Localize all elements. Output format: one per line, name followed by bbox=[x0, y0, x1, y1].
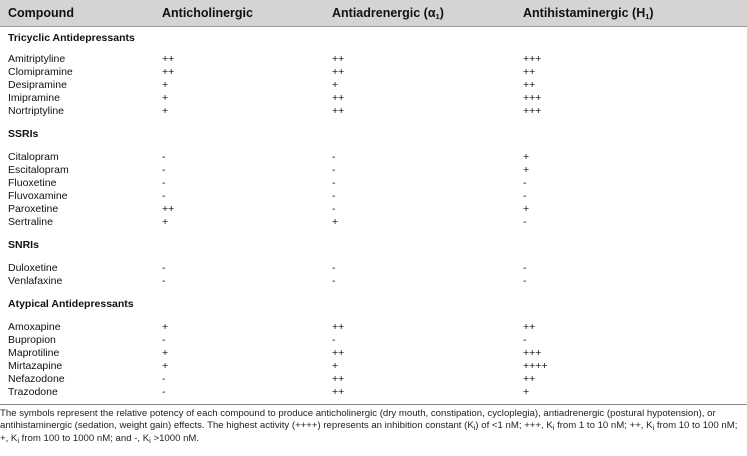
cell-antihistaminergic: - bbox=[523, 216, 527, 228]
cell-anticholinergic: + bbox=[162, 360, 169, 372]
cell-compound: Desipramine bbox=[8, 79, 67, 91]
cell-antihistaminergic: - bbox=[523, 262, 527, 274]
cell-antihistaminergic: + bbox=[523, 164, 530, 176]
cell-anticholinergic: - bbox=[162, 151, 166, 163]
cell-compound: Maprotiline bbox=[8, 347, 60, 359]
cell-anticholinergic: ++ bbox=[162, 53, 175, 65]
section-title: Atypical Antidepressants bbox=[8, 298, 134, 310]
cell-compound: Fluvoxamine bbox=[8, 190, 68, 202]
cell-antiadrenergic: + bbox=[332, 360, 339, 372]
cell-anticholinergic: - bbox=[162, 190, 166, 202]
cell-compound: Trazodone bbox=[8, 386, 58, 398]
table-footnote: The symbols represent the relative potency of each compound to produce anticholinergic (dry mouth, constipation, cycloplegia), antiadrenergic (postural hypotension), or antihistaminergic (sedation, weight gain) effects. The highest activity (++++) represents an inhibition constant $(K_i)$ of <1 nM; +++, $K_i$ from 1 to 10 nM; ++, $K_i$ from 10 to 100 nM; +, $K_i$ from 100 to 1000 nM; and -, $K_i >1000$ nM. bbox=[0, 408, 738, 445]
cell-anticholinergic: - bbox=[162, 262, 166, 274]
cell-anticholinergic: - bbox=[162, 334, 166, 346]
cell-antiadrenergic: ++ bbox=[332, 321, 345, 333]
cell-antiadrenergic: + bbox=[332, 79, 339, 91]
cell-antiadrenergic: ++ bbox=[332, 105, 345, 117]
cell-compound: Nefazodone bbox=[8, 373, 65, 385]
cell-anticholinergic: + bbox=[162, 321, 169, 333]
cell-antiadrenergic: - bbox=[332, 262, 336, 274]
cell-antihistaminergic: + bbox=[523, 386, 530, 398]
cell-compound: Bupropion bbox=[8, 334, 56, 346]
cell-anticholinergic: - bbox=[162, 373, 166, 385]
cell-antiadrenergic: + bbox=[332, 216, 339, 228]
cell-compound: Imipramine bbox=[8, 92, 60, 104]
cell-antiadrenergic: - bbox=[332, 275, 336, 287]
cell-compound: Nortriptyline bbox=[8, 105, 65, 117]
cell-anticholinergic: - bbox=[162, 275, 166, 287]
section-title: SSRIs bbox=[8, 128, 39, 140]
cell-antihistaminergic: + bbox=[523, 203, 530, 215]
cell-antihistaminergic: ++ bbox=[523, 373, 536, 385]
cell-compound: Clomipramine bbox=[8, 66, 73, 78]
cell-anticholinergic: + bbox=[162, 105, 169, 117]
cell-anticholinergic: ++ bbox=[162, 203, 175, 215]
cell-compound: Escitalopram bbox=[8, 164, 69, 176]
header-compound: Compound bbox=[8, 6, 74, 20]
cell-antihistaminergic: ++ bbox=[523, 79, 536, 91]
section-title: SNRIs bbox=[8, 239, 39, 251]
cell-antihistaminergic: +++ bbox=[523, 53, 542, 65]
section-title: Tricyclic Antidepressants bbox=[8, 32, 135, 44]
cell-compound: Venlafaxine bbox=[8, 275, 63, 287]
cell-antiadrenergic: ++ bbox=[332, 66, 345, 78]
cell-antiadrenergic: - bbox=[332, 203, 336, 215]
cell-antihistaminergic: - bbox=[523, 275, 527, 287]
cell-compound: Sertraline bbox=[8, 216, 53, 228]
cell-antiadrenergic: ++ bbox=[332, 92, 345, 104]
cell-antiadrenergic: ++ bbox=[332, 386, 345, 398]
cell-anticholinergic: ++ bbox=[162, 66, 175, 78]
cell-antihistaminergic: +++ bbox=[523, 347, 542, 359]
cell-anticholinergic: - bbox=[162, 177, 166, 189]
cell-antiadrenergic: - bbox=[332, 334, 336, 346]
cell-anticholinergic: - bbox=[162, 164, 166, 176]
cell-antiadrenergic: - bbox=[332, 190, 336, 202]
cell-compound: Amitriptyline bbox=[8, 53, 66, 65]
cell-compound: Duloxetine bbox=[8, 262, 58, 274]
cell-antihistaminergic: + bbox=[523, 151, 530, 163]
cell-antihistaminergic: ++ bbox=[523, 66, 536, 78]
cell-anticholinergic: + bbox=[162, 79, 169, 91]
cell-anticholinergic: + bbox=[162, 216, 169, 228]
cell-antihistaminergic: +++ bbox=[523, 105, 542, 117]
header-antiadrenergic: Antiadrenergic $(\alpha_1)$ bbox=[332, 6, 444, 21]
cell-antihistaminergic: - bbox=[523, 334, 527, 346]
cell-compound: Amoxapine bbox=[8, 321, 61, 333]
cell-compound: Citalopram bbox=[8, 151, 59, 163]
cell-compound: Mirtazapine bbox=[8, 360, 63, 372]
cell-anticholinergic: + bbox=[162, 347, 169, 359]
cell-antiadrenergic: ++ bbox=[332, 347, 345, 359]
cell-antiadrenergic: ++ bbox=[332, 373, 345, 385]
cell-antihistaminergic: - bbox=[523, 190, 527, 202]
cell-anticholinergic: - bbox=[162, 386, 166, 398]
cell-anticholinergic: + bbox=[162, 92, 169, 104]
cell-antiadrenergic: - bbox=[332, 151, 336, 163]
cell-compound: Fluoxetine bbox=[8, 177, 57, 189]
table-divider bbox=[0, 404, 747, 405]
header-antihistaminergic: Antihistaminergic $(H_1)$ bbox=[523, 6, 654, 21]
cell-compound: Paroxetine bbox=[8, 203, 59, 215]
cell-antiadrenergic: - bbox=[332, 177, 336, 189]
cell-antiadrenergic: - bbox=[332, 164, 336, 176]
cell-antiadrenergic: ++ bbox=[332, 53, 345, 65]
cell-antihistaminergic: - bbox=[523, 177, 527, 189]
header-anticholinergic: Anticholinergic bbox=[162, 6, 253, 20]
cell-antihistaminergic: +++ bbox=[523, 92, 542, 104]
cell-antihistaminergic: ++++ bbox=[523, 360, 548, 372]
cell-antihistaminergic: ++ bbox=[523, 321, 536, 333]
table-header-row bbox=[0, 0, 747, 27]
